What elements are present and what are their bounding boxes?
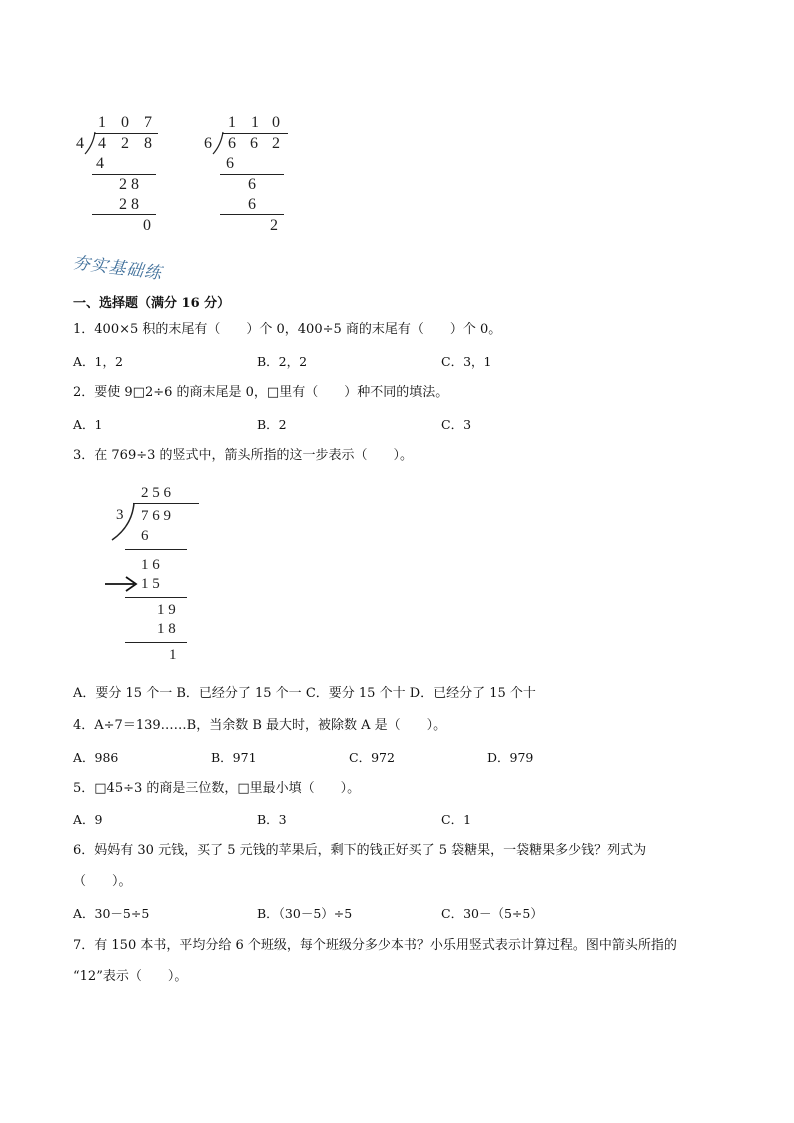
- option-a[interactable]: A．30－5÷5: [73, 906, 150, 921]
- option-b[interactable]: B．971: [211, 750, 257, 765]
- step-rule: [220, 174, 284, 175]
- step-line: 6: [248, 176, 256, 193]
- division-bracket: [212, 131, 224, 155]
- option-b[interactable]: B．2: [257, 417, 287, 432]
- dividend: 7 6 9: [141, 508, 171, 524]
- step-line: 1 9: [157, 602, 176, 618]
- question-3-options[interactable]: A．要分 15 个一 B．已经分了 15 个一 C．要分 15 个十 D．已经分了 15 个十: [73, 686, 536, 701]
- step-line: 6: [248, 196, 256, 213]
- question-2: 2．要使 9□2÷6 的商末尾是 0，□里有（ ）种不同的填法。: [73, 385, 449, 400]
- section-title: 一、选择题（满分 16 分）: [73, 296, 231, 311]
- option-c[interactable]: C．972: [349, 750, 395, 765]
- quotient: 2 5 6: [141, 485, 171, 501]
- question-3: 3．在 769÷3 的竖式中，箭头所指的这一步表示（ ）。: [73, 448, 414, 463]
- step-line: 6: [141, 528, 149, 544]
- option-b[interactable]: B．3: [257, 812, 287, 827]
- question-7: 7．有 150 本书，平均分给 6 个班级，每个班级分多少本书？小乐用竖式表示计算过程。图中箭头所指的: [73, 938, 677, 953]
- arrow-right-icon: [104, 575, 138, 593]
- step-line: 6: [226, 155, 234, 172]
- option-d[interactable]: D．979: [487, 750, 534, 765]
- question-7-continuation: “12”表示（ ）。: [73, 969, 188, 984]
- dividend-digit: 6: [228, 135, 236, 152]
- question-6-continuation: （ ）。: [73, 874, 132, 889]
- division-bar: [133, 503, 199, 504]
- divisor: 3: [116, 507, 124, 523]
- step-rule: [125, 642, 187, 643]
- quotient-digit: 0: [121, 114, 129, 131]
- division-bar: [94, 133, 158, 134]
- step-line: 0: [143, 217, 151, 234]
- section-banner-logo: 夯实基础练: [71, 253, 164, 284]
- dividend-digit: 8: [144, 135, 152, 152]
- option-a[interactable]: A．9: [73, 812, 103, 827]
- step-line: 4: [96, 155, 104, 172]
- division-bar: [222, 133, 288, 134]
- step-line: 2: [270, 217, 278, 234]
- step-line: 2 8: [119, 196, 139, 213]
- divisor: 6: [204, 135, 212, 152]
- step-line: 1 5: [141, 576, 160, 592]
- quotient-digit: 0: [272, 114, 280, 131]
- question-6: 6．妈妈有 30 元钱，买了 5 元钱的苹果后，剩下的钱正好买了 5 袋糖果，一袋糖果多少钱？列式为: [73, 843, 647, 858]
- step-rule: [125, 549, 187, 550]
- option-a[interactable]: A．1: [73, 417, 103, 432]
- step-rule: [92, 214, 156, 215]
- dividend-digit: 2: [121, 135, 129, 152]
- dividend-digit: 6: [250, 135, 258, 152]
- option-b[interactable]: B．（30－5）÷5: [257, 906, 353, 921]
- question-4: 4．A÷7＝139……B，当余数 B 最大时，被除数 A 是（ ）。: [73, 718, 447, 733]
- option-c[interactable]: C．3，1: [441, 354, 492, 369]
- option-c[interactable]: C．3: [441, 417, 472, 432]
- quotient-digit: 7: [144, 114, 152, 131]
- divisor: 4: [76, 135, 84, 152]
- step-line: 1 6: [141, 557, 160, 573]
- option-a[interactable]: A．1，2: [73, 354, 123, 369]
- option-b[interactable]: B．2，2: [257, 354, 308, 369]
- quotient-digit: 1: [228, 114, 236, 131]
- question-5: 5．□45÷3 的商是三位数，□里最小填（ ）。: [73, 781, 361, 796]
- division-bracket: [84, 131, 96, 155]
- quotient-digit: 1: [251, 114, 259, 131]
- step-rule: [92, 174, 156, 175]
- quotient-digit: 1: [98, 114, 106, 131]
- option-a[interactable]: A．986: [73, 750, 119, 765]
- dividend-digit: 4: [98, 135, 106, 152]
- step-line: 2 8: [119, 176, 139, 193]
- option-c[interactable]: C．30－（5÷5）: [441, 906, 543, 921]
- step-line: 1: [169, 647, 177, 663]
- step-line: 1 8: [157, 621, 176, 637]
- step-rule: [125, 597, 187, 598]
- question-1: 1．400×5 积的末尾有（ ）个 0，400÷5 商的末尾有（ ）个 0。: [73, 322, 502, 337]
- dividend-digit: 2: [272, 135, 280, 152]
- option-c[interactable]: C．1: [441, 812, 472, 827]
- step-rule: [220, 214, 284, 215]
